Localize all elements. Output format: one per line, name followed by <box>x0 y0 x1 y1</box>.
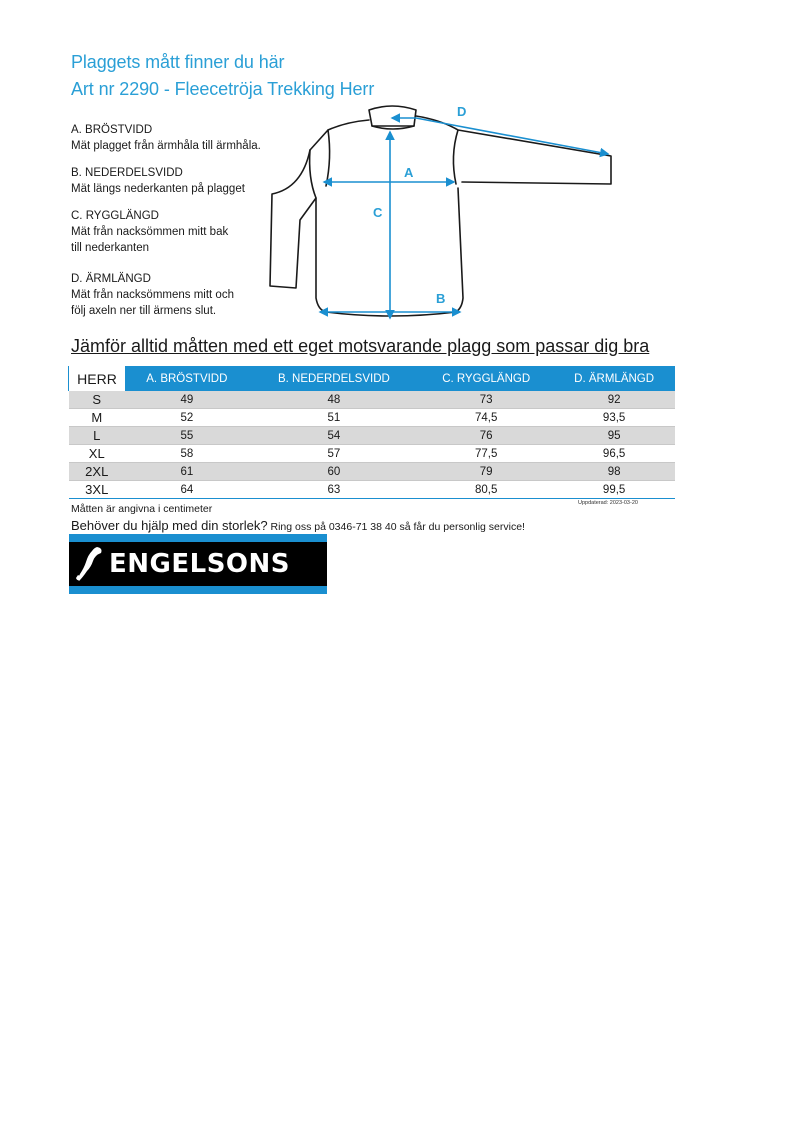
help-contact: Ring oss på 0346-71 38 40 så får du personlig service! <box>267 521 525 533</box>
logo-band <box>69 542 327 586</box>
cell: 64 <box>125 481 249 499</box>
engelsons-logo-mark-icon <box>75 545 107 583</box>
cell: 76 <box>419 427 553 445</box>
cell: 57 <box>249 445 419 463</box>
page-title: Plaggets mått finner du här <box>71 52 285 72</box>
cell: 99,5 <box>553 481 675 499</box>
row-size: S <box>69 391 126 409</box>
size-table <box>68 366 675 499</box>
measure-c-desc-2: till nederkanten <box>71 242 149 254</box>
article-title: Art nr 2290 - Fleecetröja Trekking Herr <box>71 79 375 99</box>
cell: 93,5 <box>553 409 675 427</box>
help-line <box>71 518 525 533</box>
arrow-d <box>392 118 608 154</box>
size-table-header <box>69 366 676 391</box>
engelsons-logo <box>69 534 327 594</box>
updated-date: Uppdaterad: 2023-03-20 <box>578 500 638 506</box>
row-size: 2XL <box>69 463 126 481</box>
row-size: 3XL <box>69 481 126 499</box>
measure-d-desc-2: följ axeln ner till ärmens slut. <box>71 305 217 317</box>
measure-a-desc: Mät plagget från ärmhåla till ärmhåla. <box>71 140 261 152</box>
compare-advice: Jämför alltid måtten med ett eget motsvarande plagg som passar dig bra <box>71 336 650 356</box>
help-question: Behöver du hjälp med din storlek? <box>71 518 268 533</box>
cell: 52 <box>125 409 249 427</box>
col-nederdelsvidd: B. NEDERDELSVIDD <box>249 366 419 391</box>
cell: 74,5 <box>419 409 553 427</box>
label-a: A <box>404 165 414 180</box>
label-b: B <box>436 291 446 306</box>
col-armlangd: D. ÄRMLÄNGD <box>553 366 675 391</box>
row-size: M <box>69 409 126 427</box>
cell: 51 <box>249 409 419 427</box>
table-row <box>69 445 676 463</box>
cell: 79 <box>419 463 553 481</box>
label-d: D <box>457 104 467 119</box>
cell: 77,5 <box>419 445 553 463</box>
cell: 73 <box>419 391 553 409</box>
logo-text: ENGELSONS <box>109 549 291 579</box>
cell: 48 <box>249 391 419 409</box>
measure-a-heading: A. BRÖSTVIDD <box>71 124 153 136</box>
measure-b-block <box>71 165 245 197</box>
cell: 98 <box>553 463 675 481</box>
measure-d-heading: D. ÄRMLÄNGD <box>71 273 151 285</box>
table-row <box>69 427 676 445</box>
cell: 55 <box>125 427 249 445</box>
cell: 54 <box>249 427 419 445</box>
table-row <box>69 463 676 481</box>
col-rygglangd: C. RYGGLÄNGD <box>419 366 553 391</box>
cell: 96,5 <box>553 445 675 463</box>
cell: 80,5 <box>419 481 553 499</box>
table-row <box>69 481 676 499</box>
sweater-outline <box>270 106 611 316</box>
units-note: Måtten är angivna i centimeter <box>71 503 213 515</box>
cell: 95 <box>553 427 675 445</box>
cell: 61 <box>125 463 249 481</box>
cell: 60 <box>249 463 419 481</box>
cell: 49 <box>125 391 249 409</box>
size-table-corner: HERR <box>69 366 126 391</box>
cell: 58 <box>125 445 249 463</box>
table-row <box>69 391 676 409</box>
measure-b-desc: Mät längs nederkanten på plagget <box>71 183 245 195</box>
garment-diagram <box>266 98 616 323</box>
cell: 63 <box>249 481 419 499</box>
measure-b-heading: B. NEDERDELSVIDD <box>71 167 183 179</box>
measure-d-block <box>71 271 234 319</box>
row-size: L <box>69 427 126 445</box>
measure-c-block <box>71 208 228 256</box>
measure-c-heading: C. RYGGLÄNGD <box>71 210 159 222</box>
measure-d-desc-1: Mät från nacksömmens mitt och <box>71 289 234 301</box>
table-row <box>69 409 676 427</box>
measure-c-desc-1: Mät från nacksömmen mitt bak <box>71 226 229 238</box>
label-c: C <box>373 205 383 220</box>
col-brostvidd: A. BRÖSTVIDD <box>125 366 249 391</box>
row-size: XL <box>69 445 126 463</box>
cell: 92 <box>553 391 675 409</box>
measure-a-block <box>71 122 261 154</box>
